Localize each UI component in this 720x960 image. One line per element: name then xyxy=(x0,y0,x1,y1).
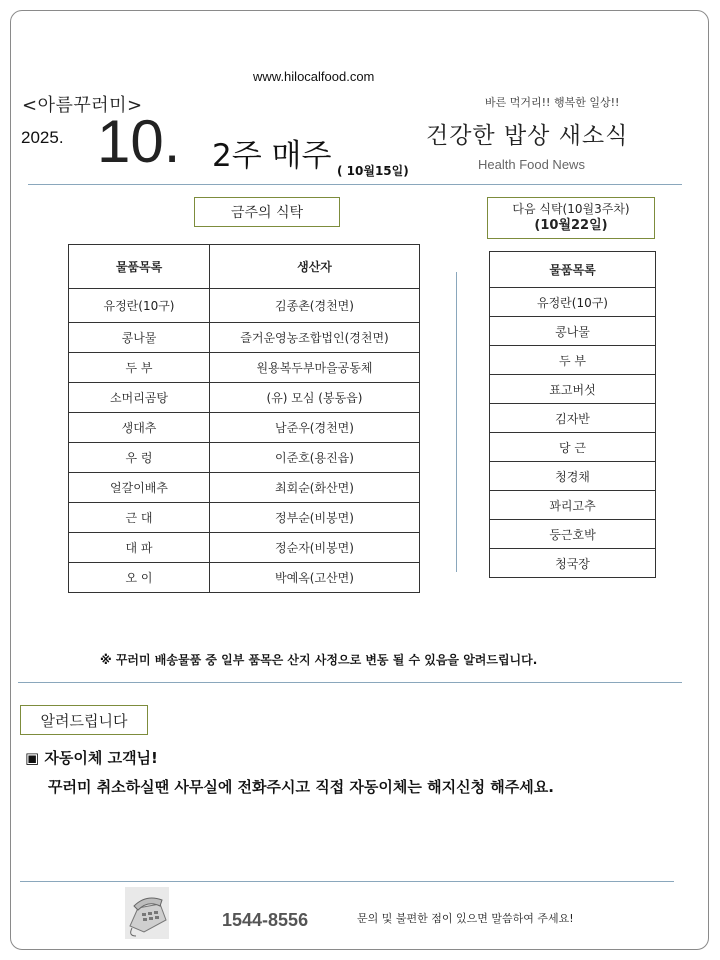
producer-cell: 원용복두부마을공동체 xyxy=(210,353,420,383)
table-row xyxy=(69,563,420,593)
item-cell: 근 대 xyxy=(69,503,210,533)
table-row xyxy=(490,317,656,346)
next-week-label-line1: 다음 식탁(10월3주차) xyxy=(512,202,630,217)
issue-date: ( 10월15일) xyxy=(337,164,409,178)
item-cell: 표고버섯 xyxy=(490,375,656,404)
column-header-producer: 생산자 xyxy=(210,245,420,289)
table-row xyxy=(69,383,420,413)
item-cell: 당 근 xyxy=(490,433,656,462)
producer-cell: 김종촌(경천면) xyxy=(210,289,420,323)
item-cell: 오 이 xyxy=(69,563,210,593)
next-week-table xyxy=(489,251,656,578)
item-cell: 생대추 xyxy=(69,413,210,443)
announcement-text: 꾸러미 취소하실땐 사무실에 전화주시고 직접 자동이체는 해지신청 해주세요. xyxy=(48,778,554,796)
item-cell: 우 렁 xyxy=(69,443,210,473)
table-row xyxy=(69,413,420,443)
producer-cell: 정부순(비봉면) xyxy=(210,503,420,533)
notice-divider xyxy=(18,682,682,683)
producer-cell: 이준호(용진읍) xyxy=(210,443,420,473)
item-cell: 유정란(10구) xyxy=(490,288,656,317)
producer-cell: 정순자(비봉면) xyxy=(210,533,420,563)
newsletter-title: 건강한 밥상 새소식 xyxy=(426,123,629,149)
this-week-label: 금주의 식탁 xyxy=(194,197,340,227)
table-header-row xyxy=(69,245,420,289)
item-cell: 콩나물 xyxy=(490,317,656,346)
table-row xyxy=(490,549,656,578)
column-divider xyxy=(456,272,457,572)
this-week-table xyxy=(68,244,420,593)
table-row xyxy=(69,473,420,503)
table-row xyxy=(490,375,656,404)
table-row xyxy=(69,533,420,563)
phone-number[interactable]: 1544-8556 xyxy=(222,910,309,930)
producer-cell: 박예옥(고산면) xyxy=(210,563,420,593)
table-row xyxy=(69,289,420,323)
item-cell: 두 부 xyxy=(490,346,656,375)
item-cell: 얼갈이배추 xyxy=(69,473,210,503)
change-notice: ※ 꾸러미 배송물품 중 일부 품목은 산지 사정으로 변동 될 수 있음을 알려드립니다. xyxy=(100,653,538,667)
table-row xyxy=(490,462,656,491)
producer-cell: 즐거운영농조합법인(경천면) xyxy=(210,323,420,353)
slogan: 바른 먹거리!! 행복한 일상!! xyxy=(485,96,620,109)
next-week-label xyxy=(487,197,655,239)
issue-month: 10. xyxy=(97,108,181,175)
item-cell: 유정란(10구) xyxy=(69,289,210,323)
producer-cell: (유) 모심 (봉동읍) xyxy=(210,383,420,413)
item-cell: 대 파 xyxy=(69,533,210,563)
table-row xyxy=(490,288,656,317)
producer-cell: 남준우(경천면) xyxy=(210,413,420,443)
footer-divider xyxy=(20,881,674,882)
table-row xyxy=(69,323,420,353)
next-week-label-line2: (10월22일) xyxy=(534,218,608,234)
item-cell: 청국장 xyxy=(490,549,656,578)
website-url[interactable]: www.hilocalfood.com xyxy=(253,69,375,84)
header-divider xyxy=(28,184,682,185)
item-cell: 청경채 xyxy=(490,462,656,491)
table-row xyxy=(490,433,656,462)
item-cell: 콩나물 xyxy=(69,323,210,353)
announcement-label: 알려드립니다 xyxy=(20,705,148,735)
item-cell: 둥근호박 xyxy=(490,520,656,549)
table-row xyxy=(69,503,420,533)
issue-week: 2주 매주 xyxy=(212,138,332,174)
column-header-item: 물품목록 xyxy=(69,245,210,289)
column-header-item: 물품목록 xyxy=(490,252,656,288)
item-cell: 소머리곰탕 xyxy=(69,383,210,413)
producer-cell: 최회순(화산면) xyxy=(210,473,420,503)
item-cell: 꽈리고추 xyxy=(490,491,656,520)
table-row xyxy=(490,491,656,520)
issue-year: 2025. xyxy=(21,128,64,147)
telephone-icon xyxy=(124,886,170,940)
table-row xyxy=(490,404,656,433)
brand-name: <아름꾸러미> xyxy=(22,95,143,116)
contact-note: 문의 및 불편한 점이 있으면 말씀하여 주세요! xyxy=(357,912,574,925)
item-cell: 김자반 xyxy=(490,404,656,433)
table-header-row xyxy=(490,252,656,288)
table-row xyxy=(69,443,420,473)
newsletter-subtitle: Health Food News xyxy=(478,157,585,172)
table-row xyxy=(490,520,656,549)
item-cell: 두 부 xyxy=(69,353,210,383)
announcement-heading: ▣ 자동이체 고객님! xyxy=(25,749,158,767)
table-row xyxy=(490,346,656,375)
table-row xyxy=(69,353,420,383)
